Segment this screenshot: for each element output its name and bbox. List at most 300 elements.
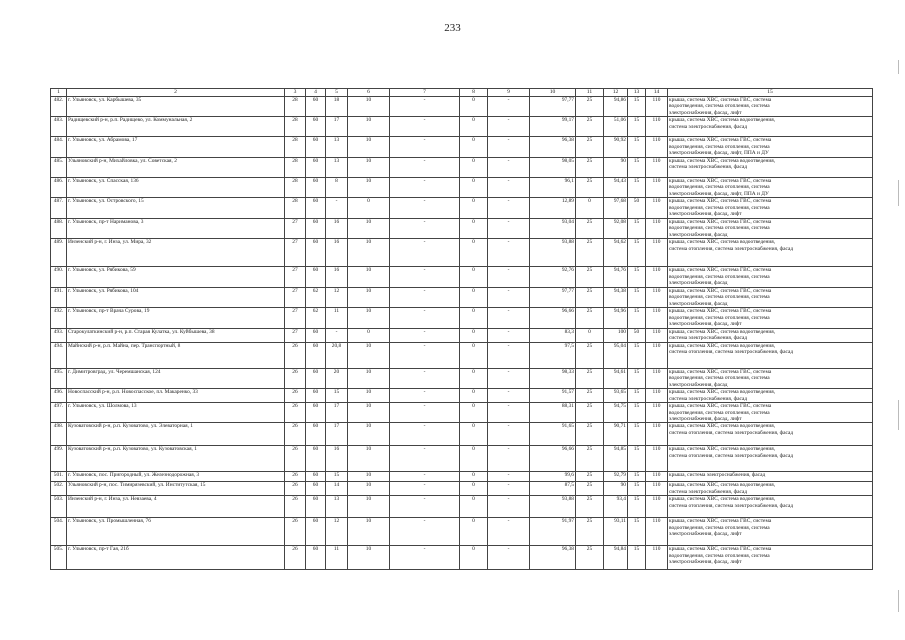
dash-cell: - [390,518,460,546]
value-cell: 92,79 [604,472,628,482]
dash-cell: - [390,218,460,238]
value-cell: 91,65 [530,423,576,446]
value-cell: 10 [348,239,390,267]
address-cell: г. Ульяновск, ул. Карбышева, 35 [67,97,285,117]
value-cell: 27 [285,218,306,238]
value-cell: 10 [348,287,390,307]
value-cell: 25 [576,446,604,472]
value-cell: 10 [348,472,390,482]
table-row [51,546,873,570]
works-cell: крыша, система ХВС, система водоотведения, система отопления, система электроснабжения, фасад [668,239,873,267]
value-cell: 94,84 [604,546,628,570]
row-number: 482. [51,97,67,117]
value-cell: 93,65 [604,389,628,403]
value-cell: 20 [326,368,348,388]
dash-cell: - [390,368,460,388]
value-cell: 50 [628,328,646,342]
works-cell: крыша, система электроснабжения, фасад [668,472,873,482]
row-number: 494. [51,342,67,368]
value-cell: 87,5 [530,482,576,496]
value-cell: 0 [348,328,390,342]
value-cell: 0 [460,97,488,117]
value-cell: 88,31 [530,403,576,423]
value-cell: 14 [326,482,348,496]
dash-cell: - [488,518,530,546]
value-cell: 26 [285,423,306,446]
value-cell: 90,92 [604,137,628,157]
value-cell: 0 [460,157,488,177]
table-row [51,287,873,307]
value-cell: 25 [576,496,604,518]
value-cell: 15 [628,482,646,496]
value-cell: 60 [306,389,326,403]
value-cell: 0 [460,198,488,218]
table-row [51,368,873,388]
works-cell: крыша, система ХВС, система ГВС, система водоотведения, система отопления, система электроснабжения, фасад, лифт, ППА и ДУ [668,177,873,197]
value-cell: 110 [646,177,668,197]
value-cell: 94,38 [604,287,628,307]
value-cell: 15 [628,97,646,117]
address-cell: г. Ульяновск, ул. Рябикова, 104 [67,287,285,307]
dash-cell: - [488,472,530,482]
value-cell: 10 [348,389,390,403]
row-number: 492. [51,308,67,328]
dash-cell: - [488,117,530,137]
value-cell: - [326,328,348,342]
dash-cell: - [488,308,530,328]
value-cell: 28 [285,137,306,157]
dash-cell: - [390,157,460,177]
value-cell: 0 [460,403,488,423]
value-cell: 26 [285,518,306,546]
value-cell: 110 [646,389,668,403]
value-cell: 60 [306,342,326,368]
value-cell: 27 [285,308,306,328]
value-cell: 15 [628,267,646,287]
value-cell: 51,06 [604,117,628,137]
value-cell: 18 [326,97,348,117]
row-number: 503. [51,496,67,518]
value-cell: 16 [326,267,348,287]
value-cell: 96,66 [530,446,576,472]
address-cell: г. Ульяновск, пр-т Врача Сурова, 19 [67,308,285,328]
address-cell: г. Ульяновск, ул. Шолмова, 13 [67,403,285,423]
dash-cell: - [488,389,530,403]
value-cell: 60 [306,496,326,518]
dash-cell: - [488,546,530,570]
column-number-row [51,89,873,97]
value-cell: 10 [348,177,390,197]
value-cell: 25 [576,97,604,117]
value-cell: 25 [576,218,604,238]
value-cell: 10 [348,368,390,388]
dash-cell: - [488,177,530,197]
value-cell: 0 [460,218,488,238]
value-cell: 60 [306,157,326,177]
column-number: 14 [646,89,668,97]
dash-cell: - [488,157,530,177]
value-cell: 26 [285,342,306,368]
value-cell: 0 [460,287,488,307]
value-cell: 110 [646,403,668,423]
value-cell: 110 [646,117,668,137]
dash-cell: - [390,239,460,267]
value-cell: 100 [604,328,628,342]
value-cell: 25 [576,482,604,496]
value-cell: 0 [576,198,604,218]
value-cell: 99,17 [530,117,576,137]
dash-cell: - [488,267,530,287]
dash-cell: - [488,287,530,307]
value-cell: 60 [306,177,326,197]
value-cell: 0 [348,198,390,218]
row-number: 496. [51,389,67,403]
value-cell: 97,68 [604,198,628,218]
dash-cell: - [488,198,530,218]
value-cell: 25 [576,546,604,570]
row-number: 499. [51,446,67,472]
value-cell: 15 [628,177,646,197]
address-cell: Кузоватовский р-н, р.п. Кузоватово, ул. Кузоватовская, 1 [67,446,285,472]
dash-cell: - [390,446,460,472]
dash-cell: - [488,496,530,518]
value-cell: 17 [326,117,348,137]
table-row [51,328,873,342]
dash-cell: - [390,472,460,482]
value-cell: 26 [285,546,306,570]
value-cell: 60 [306,368,326,388]
value-cell: 60 [306,546,326,570]
value-cell: 95,04 [604,342,628,368]
dash-cell: - [390,308,460,328]
dash-cell: - [488,137,530,157]
margin-mark [898,60,899,74]
table-row [51,482,873,496]
value-cell: 10 [348,496,390,518]
value-cell: 10 [348,267,390,287]
value-cell: 0 [460,137,488,157]
column-number: 1 [51,89,67,97]
table-row [51,518,873,546]
value-cell: 98,33 [530,368,576,388]
value-cell: 90 [604,482,628,496]
address-cell: Ульяновский р-н, пос. Тимирязевский, ул. Институтская, 15 [67,482,285,496]
address-cell: Новоспасский р-н, р.п. Новоспасское, пл. Макаренко, 33 [67,389,285,403]
table-row [51,342,873,368]
value-cell: 12 [326,518,348,546]
works-cell: крыша, система ХВС, система водоотведения, система отопления, система электроснабжения, фасад [668,342,873,368]
value-cell: 90,71 [604,423,628,446]
value-cell: 97,77 [530,287,576,307]
value-cell: 93,04 [530,218,576,238]
value-cell: 25 [576,403,604,423]
address-cell: г. Ульяновск, ул. Рябикова, 59 [67,267,285,287]
address-cell: г. Димитровград, ул. Черемшанская, 124 [67,368,285,388]
value-cell: 0 [460,239,488,267]
value-cell: 26 [285,472,306,482]
value-cell: 27 [285,239,306,267]
dash-cell: - [488,403,530,423]
value-cell: 50 [628,198,646,218]
value-cell: 27 [285,287,306,307]
value-cell: 16 [326,239,348,267]
dash-cell: - [488,368,530,388]
address-cell: Ульяновский р-н, Михайловка, ул. Советская, 2 [67,157,285,177]
works-cell: крыша, система ХВС, система водоотведения, система отопления, система электроснабжения, фасад [668,446,873,472]
dash-cell: - [390,342,460,368]
value-cell: 60 [306,97,326,117]
value-cell: 15 [326,472,348,482]
value-cell: 60 [306,403,326,423]
table-row [51,423,873,446]
value-cell: 0 [576,328,604,342]
value-cell: 25 [576,267,604,287]
value-cell: 11 [326,308,348,328]
value-cell: 110 [646,287,668,307]
works-cell: крыша, система ХВС, система ГВС, система водоотведения, система отопления, система электроснабжения, фасад [668,368,873,388]
works-cell: крыша, система ХВС, система водоотведения, система электроснабжения, фасад [668,157,873,177]
value-cell: 94,62 [604,239,628,267]
value-cell: 62 [306,287,326,307]
row-number: 485. [51,157,67,177]
value-cell: 15 [628,496,646,518]
value-cell: 17 [326,403,348,423]
works-cell: крыша, система ХВС, система ГВС, система водоотведения, система отопления, система электроснабжения, фасад, лифт, ППА и ДУ [668,137,873,157]
row-number: 486. [51,177,67,197]
value-cell: 15 [628,389,646,403]
value-cell: 110 [646,546,668,570]
value-cell: 91,97 [530,518,576,546]
value-cell: 12 [326,287,348,307]
margin-mark [898,400,899,430]
value-cell: 10 [348,423,390,446]
value-cell: 10 [348,117,390,137]
repair-register-table [50,88,873,570]
works-cell: крыша, система ХВС, система водоотведения, система электроснабжения, фасад [668,482,873,496]
value-cell: 60 [306,239,326,267]
value-cell: 26 [285,482,306,496]
dash-cell: - [390,389,460,403]
value-cell: 28 [285,97,306,117]
row-number: 495. [51,368,67,388]
dash-cell: - [390,198,460,218]
value-cell: 0 [460,446,488,472]
address-cell: Радищевский р-н, р.п. Радищево, ул. Коммунальная, 2 [67,117,285,137]
works-cell: крыша, система ХВС, система ГВС, система водоотведения, система отопления, система электроснабжения, фасад [668,267,873,287]
value-cell: 94,61 [604,368,628,388]
page-number: 233 [444,22,461,34]
value-cell: 97,77 [530,97,576,117]
value-cell: 10 [348,97,390,117]
works-cell: крыша, система ХВС, система водоотведения, система электроснабжения, фасад [668,117,873,137]
dash-cell: - [488,218,530,238]
address-cell: Инзенский р-н, г. Инза, ул. Невзаева, 4 [67,496,285,518]
table-row [51,97,873,117]
row-number: 490. [51,267,67,287]
value-cell: 0 [460,328,488,342]
value-cell: 13 [326,157,348,177]
value-cell: 0 [460,389,488,403]
value-cell: 10 [348,218,390,238]
row-number: 505. [51,546,67,570]
row-number: 489. [51,239,67,267]
value-cell: 26 [285,403,306,423]
value-cell: 0 [460,482,488,496]
value-cell: 94,76 [604,267,628,287]
value-cell: 98,05 [530,157,576,177]
value-cell: 15 [628,368,646,388]
value-cell: 94,86 [604,97,628,117]
row-number: 504. [51,518,67,546]
value-cell: 0 [460,267,488,287]
value-cell: 0 [460,368,488,388]
value-cell: 15 [628,287,646,307]
table-row [51,446,873,472]
value-cell: 25 [576,157,604,177]
value-cell: 26 [285,496,306,518]
address-cell: г. Ульяновск, пр-т Нариманова, 3 [67,218,285,238]
dash-cell: - [390,177,460,197]
table-row [51,198,873,218]
value-cell: 93,88 [530,239,576,267]
works-cell: крыша, система ХВС, система ГВС, система водоотведения, система отопления, система электроснабжения, фасад, лифт [668,403,873,423]
address-cell: г. Ульяновск, ул. Спасская, 136 [67,177,285,197]
dash-cell: - [390,267,460,287]
works-cell: крыша, система ХВС, система водоотведения, система электроснабжения, фасад [668,328,873,342]
value-cell: 25 [576,287,604,307]
value-cell: 110 [646,496,668,518]
value-cell: 60 [306,482,326,496]
value-cell: 25 [576,137,604,157]
value-cell: 8 [326,177,348,197]
value-cell: 110 [646,157,668,177]
value-cell: 110 [646,97,668,117]
value-cell: 25 [576,177,604,197]
value-cell: 25 [576,368,604,388]
works-cell: крыша, система ХВС, система ГВС, система водоотведения, система отопления, система электроснабжения, фасад [668,287,873,307]
margin-mark [898,180,899,206]
column-number: 9 [488,89,530,97]
value-cell: 110 [646,198,668,218]
column-number: 11 [576,89,604,97]
column-number: 8 [460,89,488,97]
value-cell: 15 [628,403,646,423]
row-number: 501. [51,472,67,482]
value-cell: 10 [348,446,390,472]
row-number: 483. [51,117,67,137]
value-cell: 15 [628,446,646,472]
value-cell: 25 [576,308,604,328]
value-cell: 16 [326,446,348,472]
value-cell: 60 [306,518,326,546]
value-cell: 0 [460,496,488,518]
row-number: 493. [51,328,67,342]
table-row [51,137,873,157]
value-cell: 83,3 [530,328,576,342]
value-cell: 15 [628,423,646,446]
works-cell: крыша, система ХВС, система ГВС, система водоотведения, система отопления, система электроснабжения, фасад, лифт [668,518,873,546]
dash-cell: - [390,328,460,342]
row-number: 497. [51,403,67,423]
value-cell: 27 [285,328,306,342]
value-cell: 93,88 [530,496,576,518]
value-cell: 25 [576,472,604,482]
table-row [51,177,873,197]
value-cell: 20,8 [326,342,348,368]
value-cell: 99,6 [530,472,576,482]
value-cell: 60 [306,137,326,157]
value-cell: 92,76 [530,267,576,287]
value-cell: 10 [348,482,390,496]
works-cell: крыша, система ХВС, система водоотведения, система отопления, система электроснабжения, фасад [668,496,873,518]
dash-cell: - [488,97,530,117]
value-cell: 25 [576,342,604,368]
column-number: 6 [348,89,390,97]
address-cell: г. Ульяновск, пос. Пригородный, ул. Железнодорожная, 3 [67,472,285,482]
value-cell: 13 [326,496,348,518]
dash-cell: - [390,137,460,157]
margin-mark [898,590,899,612]
value-cell: 10 [348,342,390,368]
works-cell: крыша, система ХВС, система ГВС, система водоотведения, система отопления, система электроснабжения, фасад, лифт [668,198,873,218]
value-cell: 110 [646,267,668,287]
value-cell: 94,75 [604,403,628,423]
value-cell: 62 [306,308,326,328]
value-cell: 15 [628,157,646,177]
works-cell: крыша, система ХВС, система водоотведения, система электроснабжения, фасад [668,389,873,403]
value-cell: 60 [306,218,326,238]
value-cell: 15 [326,389,348,403]
dash-cell: - [488,328,530,342]
address-cell: Кузоватовский р-н, р.п. Кузоватово, ул. Элеваторная, 1 [67,423,285,446]
value-cell: 15 [628,218,646,238]
value-cell: 90 [604,157,628,177]
address-cell: Старокулаткинский р-н, р.п. Старая Кулатка, ул. Куйбышева, 38 [67,328,285,342]
column-number: 15 [668,89,873,97]
value-cell: 92,08 [604,218,628,238]
value-cell: 96,1 [530,177,576,197]
value-cell: 13 [326,137,348,157]
value-cell: 93,4 [604,496,628,518]
value-cell: 10 [348,308,390,328]
value-cell: 110 [646,472,668,482]
value-cell: 25 [576,423,604,446]
value-cell: 110 [646,239,668,267]
table-row [51,239,873,267]
row-number: 498. [51,423,67,446]
value-cell: 15 [628,137,646,157]
address-cell: г. Ульяновск, ул. Промышленная, 76 [67,518,285,546]
row-number: 487. [51,198,67,218]
value-cell: 15 [628,518,646,546]
value-cell: 27 [285,267,306,287]
address-cell: г. Ульяновск, ул. Островского, 15 [67,198,285,218]
value-cell: 60 [306,328,326,342]
table-row [51,117,873,137]
dash-cell: - [390,423,460,446]
value-cell: 0 [460,423,488,446]
table-row [51,403,873,423]
value-cell: 15 [628,472,646,482]
value-cell: 10 [348,137,390,157]
address-cell: Майнский р-н, р.п. Майна, пер. Транспортный, 8 [67,342,285,368]
value-cell: 110 [646,368,668,388]
row-number: 488. [51,218,67,238]
dash-cell: - [488,482,530,496]
value-cell: 28 [285,177,306,197]
value-cell: 15 [628,308,646,328]
dash-cell: - [390,117,460,137]
